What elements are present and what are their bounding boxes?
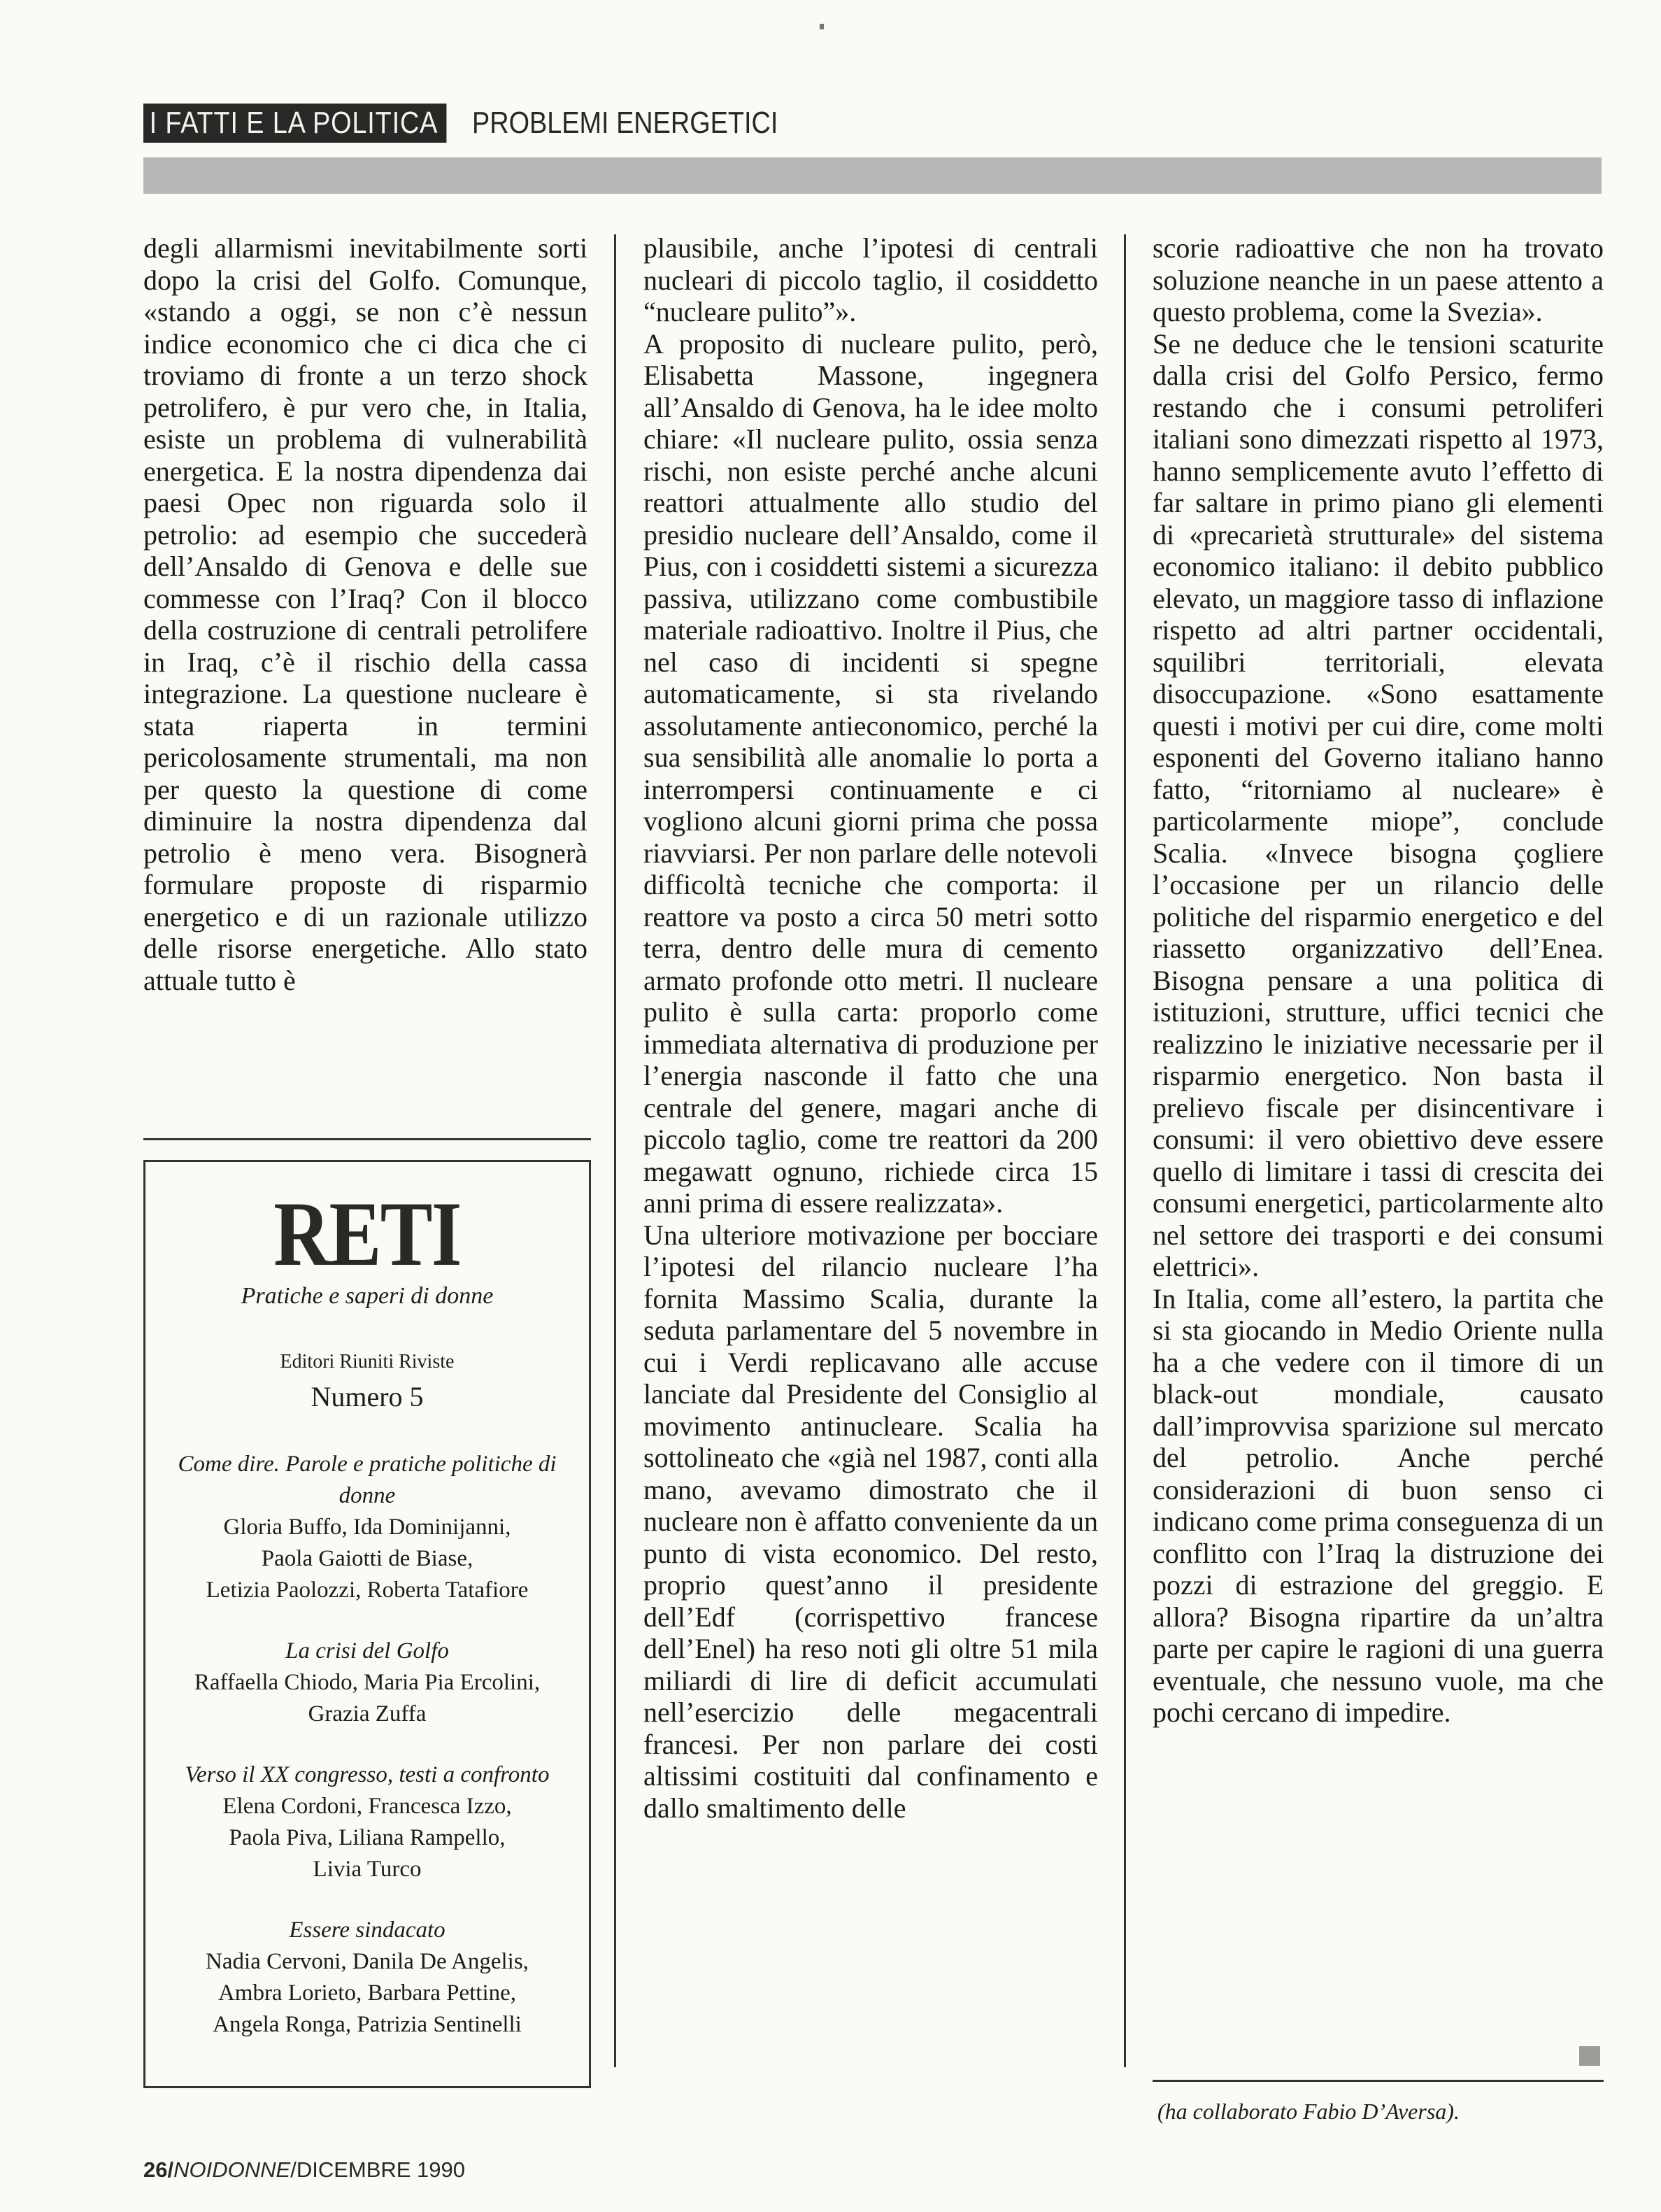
column-divider: [614, 234, 616, 2067]
reti-section-names: Paola Gaiotti de Biase,: [261, 1546, 473, 1571]
paragraph: plausibile, anche l’ipotesi di centrali nucleari di piccolo taglio, il cosiddetto “nucleare pulito”».: [643, 232, 1098, 327]
page-number: 26: [143, 2157, 168, 2182]
reti-section-title: Come dire. Parole e pratiche politiche di donne: [178, 1452, 557, 1508]
column-divider: [1124, 234, 1126, 2067]
credit-rule: [1153, 2080, 1604, 2082]
reti-section-names: Paola Piva, Liliana Rampello,: [229, 1825, 506, 1850]
paragraph: degli allarmismi inevitabilmente sorti dopo la crisi del Golfo. Comunque, «stando a oggi, se non c’è nessun indice economico che ci dica che ci troviamo di fronte a un terzo shock petrolifero, è pur vero che, in Italia, esiste un problema di vulnerabilità energetica. E la nostra dipendenza dai paesi Opec non riguarda solo il petrolio: ad esempio che succederà dell’Ansaldo di Genova e delle sue commesse con l’Iraq? Con il blocco della costruzione di centrali petrolifere in Iraq, c’è il rischio della cassa integrazione. La questione nucleare è stata riaperta in termini pericolosamente strumentali, ma non per questo la questione di come diminuire la nostra dipendenza dal petrolio è meno vera. Bisognerà formulare proposte di risparmio energetico e di un razionale utilizzo delle risorse energetiche. Allo stato attuale tutto è: [143, 232, 587, 996]
paragraph: scorie radioattive che non ha trovato soluzione neanche in un paese attento a questo problema, come la Svezia».: [1153, 232, 1604, 327]
paragraph: A proposito di nucleare pulito, però, Elisabetta Massone, ingegnera all’Ansaldo di Genova, ha le idee molto chiare: «Il nucleare pulito, ossia senza rischi, non esiste perché anche alcuni reattori attualmente allo studio del presidio nucleare dell’Ansaldo, come il Pius, con i cosiddetti sistemi a sicurezza passiva, utilizzano come combustibile materiale radioattivo. Inoltre il Pius, che nel caso di incidenti si spegne automaticamente, si sta rivelando assolutamente antieconomico, perché la sua sensibilità alle anomalie lo porta a interrompersi continuamente e ci vogliono alcuni giorni prima che possa riavviarsi. Per non parlare delle notevoli difficoltà tecniche che comporta: il reattore va posto a circa 50 metri sotto terra, dentro delle mura di cemento armato profonde otto metri. Il nucleare pulito è sulla carta: proporlo come immediata alternativa di produzione per l’energia nasconde il fatto che una centrale del genere, magari anche di piccolo taglio, come tre reattori da 200 megawatt ognuno, richiede circa 15 anni prima di essere realizzata».: [643, 327, 1098, 1219]
magazine-name: NOIDONNE: [173, 2157, 291, 2182]
reti-section: [145, 1636, 589, 1730]
reti-title: RETI: [273, 1182, 461, 1285]
reti-section-names: Ambra Lorieto, Barbara Pettine,: [218, 1980, 517, 2006]
article-column-1: [143, 232, 587, 996]
reti-section: [145, 1759, 589, 1885]
reti-section-names: Nadia Cervoni, Danila De Angelis,: [206, 1949, 529, 1974]
reti-section-names: Elena Cordoni, Francesca Izzo,: [222, 1794, 512, 1819]
issue-date: DICEMBRE 1990: [296, 2157, 466, 2182]
end-of-article-square: [1579, 2046, 1600, 2066]
reti-section-names: Gloria Buffo, Ida Dominijanni,: [223, 1515, 511, 1540]
reti-issue: Numero 5: [311, 1381, 424, 1412]
print-speck: [820, 24, 824, 29]
reti-section-names: Angela Ronga, Patrizia Sentinelli: [213, 2012, 522, 2037]
section-title: PROBLEMI ENERGETICI: [472, 106, 778, 140]
reti-section: [145, 1915, 589, 2041]
paragraph: Se ne deduce che le tensioni scaturite dalla crisi del Golfo Persico, fermo restando che i consumi petroliferi italiani sono dimezzati rispetto al 1973, hanno semplicemente avuto l’effetto di far saltare in primo piano gli elementi di «precarietà strutturale» del sistema economico italiano: il debito pubblico elevato, un maggiore tasso di inflazione rispetto ad altri partner occidentali, squilibri territoriali, elevata disoccupazione. «Sono esattamente questi i motivi per cui dire, come molti esponenti del Governo italiano hanno fatto, “ritorniamo al nucleare» è particolarmente miope”, conclude Scalia. «Invece bisogna çogliere l’occasione per un rilancio delle politiche del risparmio energetico e del riassetto organizzativo dell’Enea. Bisogna pensare a una politica di istituzioni, strutture, uffici tecnici che realizzino le iniziative necessarie per il risparmio energetico. Non basta il prelievo fiscale per disincentivare i consumi: il vero obiettivo deve essere quello di limitare i tassi di crescita dei consumi energetici, particolarmente alto nel settore dei trasporti e dei consumi elettrici».: [1153, 327, 1604, 1282]
reti-section: [145, 1449, 589, 1606]
reti-subtitle: Pratiche e saperi di donne: [241, 1283, 494, 1309]
page-footer: 26/NOIDONNE/DICEMBRE 1990: [143, 2157, 466, 2182]
reti-section-title: Verso il XX congresso, testi a confronto: [185, 1762, 550, 1787]
section-tag: I FATTI E LA POLITICA: [143, 104, 446, 143]
article-column-3: [1153, 232, 1604, 1729]
reti-section-title: Essere sindacato: [289, 1917, 445, 1943]
credit-note: (ha collaborato Fabio D’Aversa).: [1157, 2099, 1460, 2124]
reti-advert-box: [143, 1160, 591, 2088]
paragraph: In Italia, come all’estero, la partita che si sta giocando in Medio Oriente nulla ha a che vedere con il timore di un black-out mondiale, causato dall’improvvisa sparizione sul mercato del petrolio. Anche perché considerazioni di buon senso ci indicano come prima conseguenza di un conflitto con l’Iraq la distruzione dei pozzi di estrazione del greggio. E allora? Bisogna ripartire da un’altra parte per capire le ragioni di una guerra eventuale, che nessuno vuole, ma che pochi cercano di impedire.: [1153, 1282, 1604, 1728]
reti-section-names: Raffaella Chiodo, Maria Pia Ercolini,: [194, 1670, 541, 1695]
article-column-2: [643, 232, 1098, 1824]
reti-section-names: Grazia Zuffa: [308, 1701, 427, 1727]
reti-section-names: Livia Turco: [313, 1857, 422, 1882]
reti-section-title: La crisi del Golfo: [285, 1638, 449, 1664]
header-gray-bar: [143, 157, 1602, 194]
column-1-bottom-rule: [143, 1138, 591, 1140]
reti-section-names: Letizia Paolozzi, Roberta Tatafiore: [206, 1578, 529, 1603]
reti-publisher: Editori Riuniti Riviste: [280, 1351, 455, 1373]
paragraph: Una ulteriore motivazione per bocciare l’ipotesi del rilancio nucleare l’ha fornita Massimo Scalia, durante la seduta parlamentare del 5 novembre in cui i Verdi replicavano alle accuse lanciate dal Presidente del Consiglio al movimento antinucleare. Scalia ha sottolineato che «già nel 1987, conti alla mano, avevamo dimostrato che il nucleare non è affatto conveniente da un punto di vista economico. Del resto, proprio quest’anno il presidente dell’Edf (corrispettivo francese dell’Enel) ha reso noti gli oltre 51 mila miliardi di lire di deficit accumulati nell’esercizio delle megacentrali francesi. Per non parlare dei costi altissimi costituiti dal confinamento e dallo smaltimento delle: [643, 1219, 1098, 1824]
